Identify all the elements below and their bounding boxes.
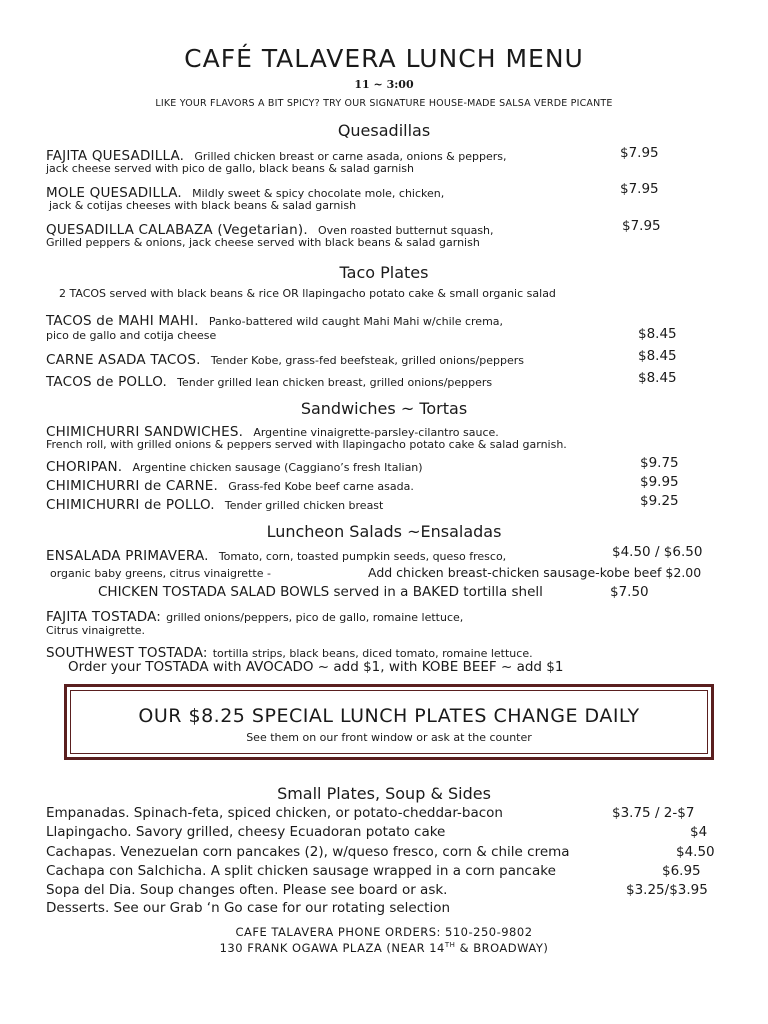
- item-name: CHIMICHURRI de CARNE.: [46, 478, 219, 494]
- item-name: CARNE ASADA TACOS.: [46, 352, 201, 368]
- small-plate-cachapas: Cachapas. Venezuelan corn pancakes (2), w/queso fresco, corn & chile crema: [46, 844, 570, 860]
- item-desc-cont: jack cheese served with pico de gallo, black beans & salad garnish: [46, 162, 414, 175]
- menu-item-chimichurri-carne: [46, 475, 726, 494]
- menu-title: CAFÉ TALAVERA LUNCH MENU: [184, 44, 584, 73]
- item-price: $9.25: [640, 493, 679, 509]
- item-price: $4: [690, 824, 708, 840]
- item-desc: Panko-battered wild caught Mahi Mahi w/chile crema,: [208, 315, 504, 328]
- item-desc-cont: jack & cotijas cheeses with black beans & salad garnish: [49, 199, 357, 212]
- item-price: $3.75 / 2-$7: [612, 805, 695, 821]
- item-price: $7.50: [610, 584, 649, 600]
- item-name: CHIMICHURRI de POLLO.: [46, 497, 215, 513]
- item-desc-cont: pico de gallo and cotija cheese: [46, 329, 217, 342]
- section-heading-salads: Luncheon Salads ~Ensaladas: [266, 522, 502, 541]
- item-desc: Tender grilled lean chicken breast, grilled onions/peppers: [177, 376, 493, 389]
- daily-special-subtitle: See them on our front window or ask at the counter: [246, 731, 532, 744]
- menu-item-tacos-mahi: [46, 310, 726, 329]
- item-desc: Grilled chicken breast or carne asada, onions & peppers,: [194, 150, 507, 163]
- small-plate-llapingacho: Llapingacho. Savory grilled, cheesy Ecuadoran potato cake: [46, 824, 446, 840]
- item-desc: Oven roasted butternut squash,: [318, 224, 494, 237]
- item-name: FAJITA TOSTADA:: [46, 609, 162, 625]
- item-price: $9.95: [640, 474, 679, 490]
- item-name: CHORIPAN.: [46, 459, 123, 475]
- item-name: FAJITA QUESADILLA.: [46, 148, 185, 164]
- item-desc: Tender Kobe, grass-fed beefsteak, grilled onions/peppers: [210, 354, 524, 367]
- item-name: ENSALADA PRIMAVERA.: [46, 548, 209, 564]
- section-heading-tacos: Taco Plates: [339, 263, 429, 282]
- item-name: TACOS de MAHI MAHI.: [46, 313, 199, 329]
- item-desc: Argentine vinaigrette-parsley-cilantro sauce.: [253, 426, 499, 439]
- item-desc-cont: organic baby greens, citrus vinaigrette -: [50, 567, 271, 580]
- item-desc: grilled onions/peppers, pico de gallo, romaine lettuce,: [166, 611, 464, 624]
- menu-item-choripan: [46, 456, 726, 475]
- tostada-addons: Order your TOSTADA with AVOCADO ~ add $1, with KOBE BEEF ~ add $1: [68, 659, 564, 675]
- tacos-intro: 2 TACOS served with black beans & rice OR llapingacho potato cake & small organic salad: [59, 287, 556, 300]
- footer-address-sup: TH: [444, 941, 456, 950]
- footer-address-main: 130 FRANK OGAWA PLAZA (NEAR 14: [219, 941, 445, 955]
- footer-phone: CAFE TALAVERA PHONE ORDERS: 510-250-9802: [235, 925, 533, 939]
- section-heading-small-plates: Small Plates, Soup & Sides: [277, 784, 491, 803]
- item-price: $7.95: [620, 181, 659, 197]
- item-price: $3.25/$3.95: [626, 882, 708, 898]
- menu-item-carne-asada-tacos: [46, 349, 726, 368]
- item-price: $4.50: [676, 844, 715, 860]
- footer-address-end: & BROADWAY): [455, 941, 549, 955]
- item-price: $9.75: [640, 455, 679, 471]
- item-desc: tortilla strips, black beans, diced tomato, romaine lettuce.: [212, 647, 533, 660]
- footer-address: [0, 941, 768, 955]
- sandwiches-intro-cont: French roll, with grilled onions & peppers served with llapingacho potato cake & salad garnish.: [46, 438, 567, 451]
- menu-item-chimichurri-pollo: [46, 494, 726, 513]
- item-price: $7.95: [622, 218, 661, 234]
- hours: 11 ~ 3:00: [354, 78, 414, 91]
- add-protein-note: Add chicken breast-chicken sausage-kobe beef $2.00: [368, 565, 702, 580]
- daily-special-box: [64, 684, 714, 760]
- daily-special-inner-border: [70, 690, 708, 754]
- tagline: LIKE YOUR FLAVORS A BIT SPICY? TRY OUR SIGNATURE HOUSE-MADE SALSA VERDE PICANTE: [155, 98, 613, 109]
- item-desc: Grass-fed Kobe beef carne asada.: [228, 480, 414, 493]
- item-name: MOLE QUESADILLA.: [46, 185, 182, 201]
- menu-item-fajita-tostada: [46, 606, 726, 625]
- item-price: $7.95: [620, 145, 659, 161]
- item-desc: Tomato, corn, toasted pumpkin seeds, queso fresco,: [218, 550, 507, 563]
- section-heading-sandwiches: Sandwiches ~ Tortas: [300, 399, 468, 418]
- small-plate-sopa: Sopa del Dia. Soup changes often. Please see board or ask.: [46, 882, 448, 898]
- item-price: $8.45: [638, 370, 677, 386]
- item-name: SOUTHWEST TOSTADA:: [46, 645, 208, 661]
- item-price: $4.50 / $6.50: [612, 544, 703, 560]
- item-desc: Tender grilled chicken breast: [224, 499, 384, 512]
- item-desc-cont: Grilled peppers & onions, jack cheese served with black beans & salad garnish: [46, 236, 480, 249]
- item-desc-cont: Citrus vinaigrette.: [46, 624, 146, 637]
- item-desc: Argentine chicken sausage (Caggiano’s fresh Italian): [132, 461, 423, 474]
- salad-bowls-line: CHICKEN TOSTADA SALAD BOWLS served in a BAKED tortilla shell: [98, 584, 543, 600]
- item-price: $8.45: [638, 326, 677, 342]
- item-price: $6.95: [662, 863, 701, 879]
- item-name: TACOS de POLLO.: [46, 374, 167, 390]
- small-plate-cachapa-salchicha: Cachapa con Salchicha. A split chicken sausage wrapped in a corn pancake: [46, 863, 556, 879]
- daily-special-title: OUR $8.25 SPECIAL LUNCH PLATES CHANGE DAILY: [138, 705, 640, 727]
- item-desc: Mildly sweet & spicy chocolate mole, chicken,: [192, 187, 445, 200]
- item-name: QUESADILLA CALABAZA (Vegetarian).: [46, 222, 308, 238]
- small-plate-empanadas: Empanadas. Spinach-feta, spiced chicken, or potato-cheddar-bacon: [46, 805, 503, 821]
- menu-item-tacos-pollo: [46, 371, 726, 390]
- small-plate-desserts: Desserts. See our Grab ‘n Go case for our rotating selection: [46, 900, 451, 916]
- item-name: CHIMICHURRI SANDWICHES.: [46, 424, 244, 440]
- section-heading-quesadillas: Quesadillas: [337, 121, 431, 140]
- item-price: $8.45: [638, 348, 677, 364]
